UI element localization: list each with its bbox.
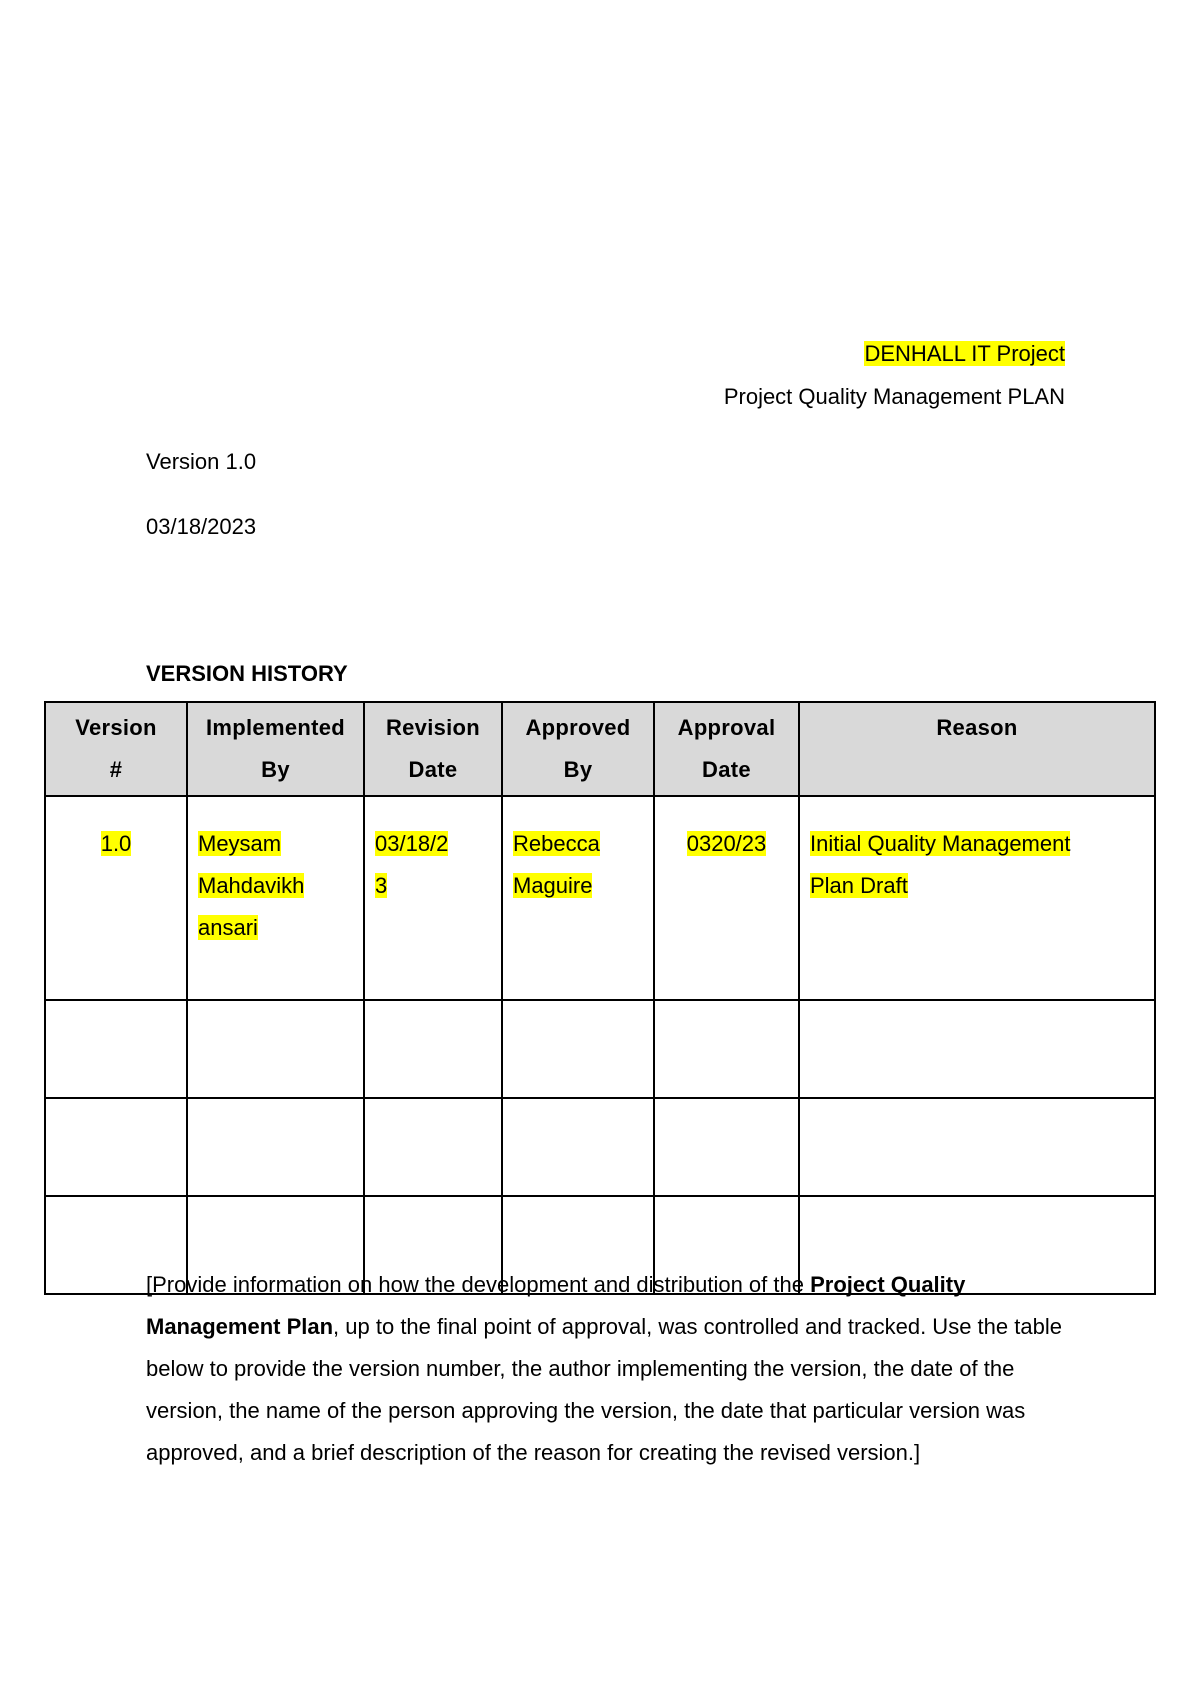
document-date: 03/18/2023 <box>146 514 257 539</box>
empty-cell <box>654 1098 799 1196</box>
empty-cell <box>187 1098 364 1196</box>
empty-cell <box>654 1000 799 1098</box>
instructions-paragraph <box>146 1264 1066 1474</box>
instructions-rest: , up to the final point of approval, was controlled and tracked. Use the table below to provide the version number, the author implementing the version, the date of the version, the name of the person approving the version, the date that particular version was approved, and a brief description of the reason for creating the revised version.] <box>146 1314 1062 1465</box>
version-history-heading: VERSION HISTORY <box>146 661 348 686</box>
empty-cell <box>45 1000 187 1098</box>
document-version: Version 1.0 <box>146 449 257 474</box>
empty-cell <box>502 1000 654 1098</box>
empty-cell <box>502 1098 654 1196</box>
empty-cell <box>364 1098 502 1196</box>
cell-approval-date: 0320/23 <box>654 796 799 1000</box>
instructions-open: [Provide information on how the development and distribution of the <box>146 1272 811 1297</box>
table-header-row <box>45 702 1155 796</box>
cell-approved-by: Rebecca Maguire <box>502 796 654 1000</box>
empty-cell <box>799 1000 1155 1098</box>
cell-version: 1.0 <box>45 796 187 1000</box>
project-title-text: DENHALL IT Project <box>864 341 1065 366</box>
column-header-reason: Reason <box>799 702 1155 796</box>
cell-revision-date: 03/18/2 3 <box>364 796 502 1000</box>
empty-cell <box>364 1000 502 1098</box>
column-header-approved-by: Approved By <box>502 702 654 796</box>
empty-table-row <box>45 1000 1155 1098</box>
instructions-bold: Project Quality Management Plan <box>146 1272 966 1339</box>
column-header-version: Version # <box>45 702 187 796</box>
project-title <box>864 341 1065 367</box>
version-history-table <box>44 701 1156 1295</box>
empty-table-row <box>45 1098 1155 1196</box>
empty-cell <box>187 1000 364 1098</box>
cell-implemented-by: Meysam Mahdavikh ansari <box>187 796 364 1000</box>
document-subtitle: Project Quality Management PLAN <box>723 384 1065 409</box>
column-header-approval-date: Approval Date <box>654 702 799 796</box>
cell-reason: Initial Quality Management Plan Draft <box>799 796 1155 1000</box>
column-header-implemented-by: Implemented By <box>187 702 364 796</box>
column-header-revision-date: Revision Date <box>364 702 502 796</box>
empty-cell <box>799 1098 1155 1196</box>
empty-cell <box>45 1098 187 1196</box>
table-row <box>45 796 1155 1000</box>
